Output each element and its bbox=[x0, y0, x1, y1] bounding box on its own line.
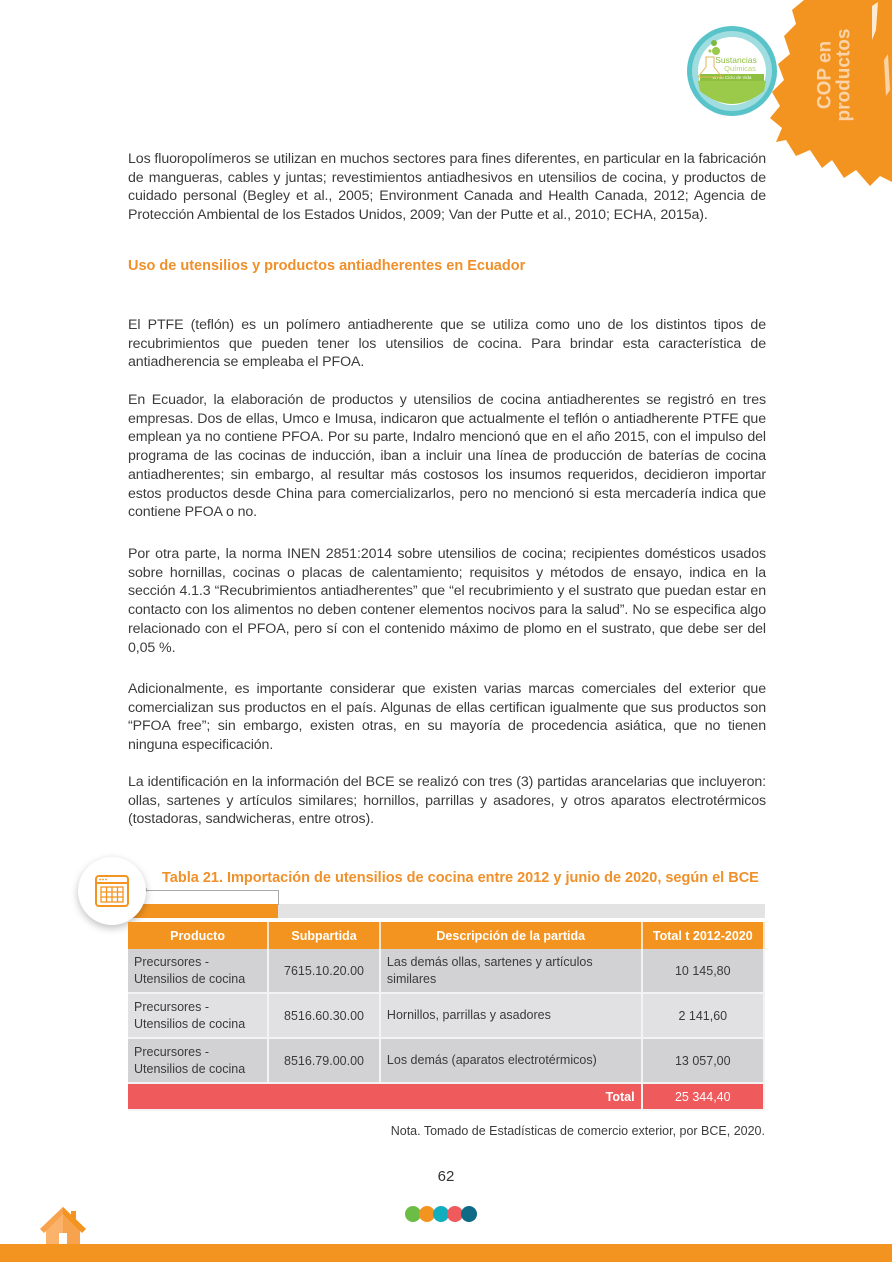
total-label: Total bbox=[128, 1083, 642, 1110]
total-value: 25 344,40 bbox=[642, 1083, 764, 1110]
cell-producto: Precursores - Utensilios de cocina bbox=[128, 949, 268, 993]
section-label-line2: productos bbox=[833, 28, 855, 122]
cell-subpartida: 8516.79.00.00 bbox=[268, 1038, 380, 1083]
table-connector-line bbox=[146, 890, 279, 905]
cell-descripcion: Las demás ollas, sartenes y artículos similares bbox=[380, 949, 642, 993]
table-row bbox=[128, 1038, 764, 1083]
cell-subpartida: 7615.10.20.00 bbox=[268, 949, 380, 993]
table-total-row bbox=[128, 1083, 764, 1110]
section-label-line1: COP en bbox=[814, 40, 836, 110]
paragraph-bce-identification: La identificación en la información del BCE se realizó con tres (3) partidas arancelarias que incluyeron: ollas, sartenes y artículos similares; hornillos, parrillas y asadores, y otros aparatos electrotérmicos (tostadoras, sandwicheras, entre otros). bbox=[128, 774, 766, 828]
paragraph-inen-norm: Por otra parte, la norma INEN 2851:2014 sobre utensilios de cocina; recipientes domésticos usados sobre hornillas, cocinas o placas de calentamiento; requisitos y métodos de ensayo, indica en la sección 4.1.3 “Recubrimientos antiadherentes” que “el recubrimiento y el sustrato que puedan estar en contacto con los alimentos no deben contener elementos nocivos para la salud”. No se especifica algo relacionado con el PFOA, pero sí con el contenido máximo de plomo en el sustrato, que debe ser del 0,05 %. bbox=[128, 546, 766, 656]
column-header-total: Total t 2012-2020 bbox=[642, 922, 764, 949]
cell-producto: Precursores - Utensilios de cocina bbox=[128, 993, 268, 1038]
table-row bbox=[128, 949, 764, 993]
svg-text:Sustancias: Sustancias bbox=[715, 55, 757, 65]
column-header-subpartida: Subpartida bbox=[268, 922, 380, 949]
cell-producto: Precursores - Utensilios de cocina bbox=[128, 1038, 268, 1083]
paragraph-fluoropolymers: Los fluoropolímeros se utilizan en muchos sectores para fines diferentes, en particular en la fabricación de mangueras, cables y juntas; revestimientos antiadhesivos en utensilios de cocina, y productos de cuidado personal (Begley et al., 2005; Environment Canada and Health Canada, 2012; Agencia de Protección Ambiental de los Estados Unidos, 2009; Van der Putte et al., 2010; ECHA, 2015a). bbox=[128, 151, 766, 224]
table-source-note: Nota. Tomado de Estadísticas de comercio exterior, por BCE, 2020. bbox=[390, 1124, 765, 1138]
home-icon[interactable] bbox=[38, 1205, 88, 1245]
table-icon-badge bbox=[78, 857, 146, 925]
dot-dark-teal bbox=[461, 1206, 477, 1222]
color-dots-decoration bbox=[405, 1206, 477, 1222]
footer-bar bbox=[0, 1244, 892, 1262]
table-title-bar-accent bbox=[128, 904, 278, 918]
page-number: 62 bbox=[437, 1168, 455, 1185]
table-row bbox=[128, 993, 764, 1038]
paragraph-ptfe: El PTFE (teflón) es un polímero antiadherente que se utiliza como uno de los distintos tipos de recubrimientos que pueden tener los utensilios de cocina. Para brindar esta característica de antiadherencia se empleaba el PFOA. bbox=[128, 317, 766, 371]
cell-descripcion: Hornillos, parrillas y asadores bbox=[380, 993, 642, 1038]
column-header-descripcion: Descripción de la partida bbox=[380, 922, 642, 949]
cell-total: 10 145,80 bbox=[642, 949, 764, 993]
cell-subpartida: 8516.60.30.00 bbox=[268, 993, 380, 1038]
table-grid-icon bbox=[95, 875, 129, 907]
paragraph-foreign-brands: Adicionalmente, es importante considerar que existen varias marcas comerciales del exterior que comercializan sus productos en el país. Algunas de ellas certifican igualmente que sus productos son “PFOA free”; sin embargo, existen otras, en su mayoría de procedencia asiática, que no tienen ninguna especificación. bbox=[128, 681, 766, 754]
table-caption: Tabla 21. Importación de utensilios de cocina entre 2012 y junio de 2020, según el BCE bbox=[162, 870, 759, 886]
column-header-producto: Producto bbox=[128, 922, 268, 949]
sustancias-quimicas-logo bbox=[684, 25, 780, 117]
svg-text:Químicas: Químicas bbox=[724, 64, 756, 73]
cell-total: 13 057,00 bbox=[642, 1038, 764, 1083]
cell-total: 2 141,60 bbox=[642, 993, 764, 1038]
table-header-row bbox=[128, 922, 764, 949]
section-label bbox=[806, 20, 862, 130]
section-heading: Uso de utensilios y productos antiadherentes en Ecuador bbox=[128, 258, 526, 274]
imports-table bbox=[128, 922, 765, 1111]
paragraph-ecuador-companies: En Ecuador, la elaboración de productos y utensilios de cocina antiadherentes se registró en tres empresas. Dos de ellas, Umco e Imusa, indicaron que actualmente el teflón o antiadherente PTFE que emplean ya no contiene PFOA. Por su parte, Indalro mencionó que en el año 2015, con el impulso del programa de las cocinas de inducción, iban a incluir una línea de producción de baterías de cocina antiadherentes; sin embargo, al resultar más costosos los insumos requeridos, decidieron importar estos productos desde China para comercializarlos, pero no mencionó si esta mercadería indica que contiene PFOA o no. bbox=[128, 392, 766, 521]
svg-text:en su Ciclo de Vida: en su Ciclo de Vida bbox=[712, 75, 752, 80]
cell-descripcion: Los demás (aparatos electrotérmicos) bbox=[380, 1038, 642, 1083]
